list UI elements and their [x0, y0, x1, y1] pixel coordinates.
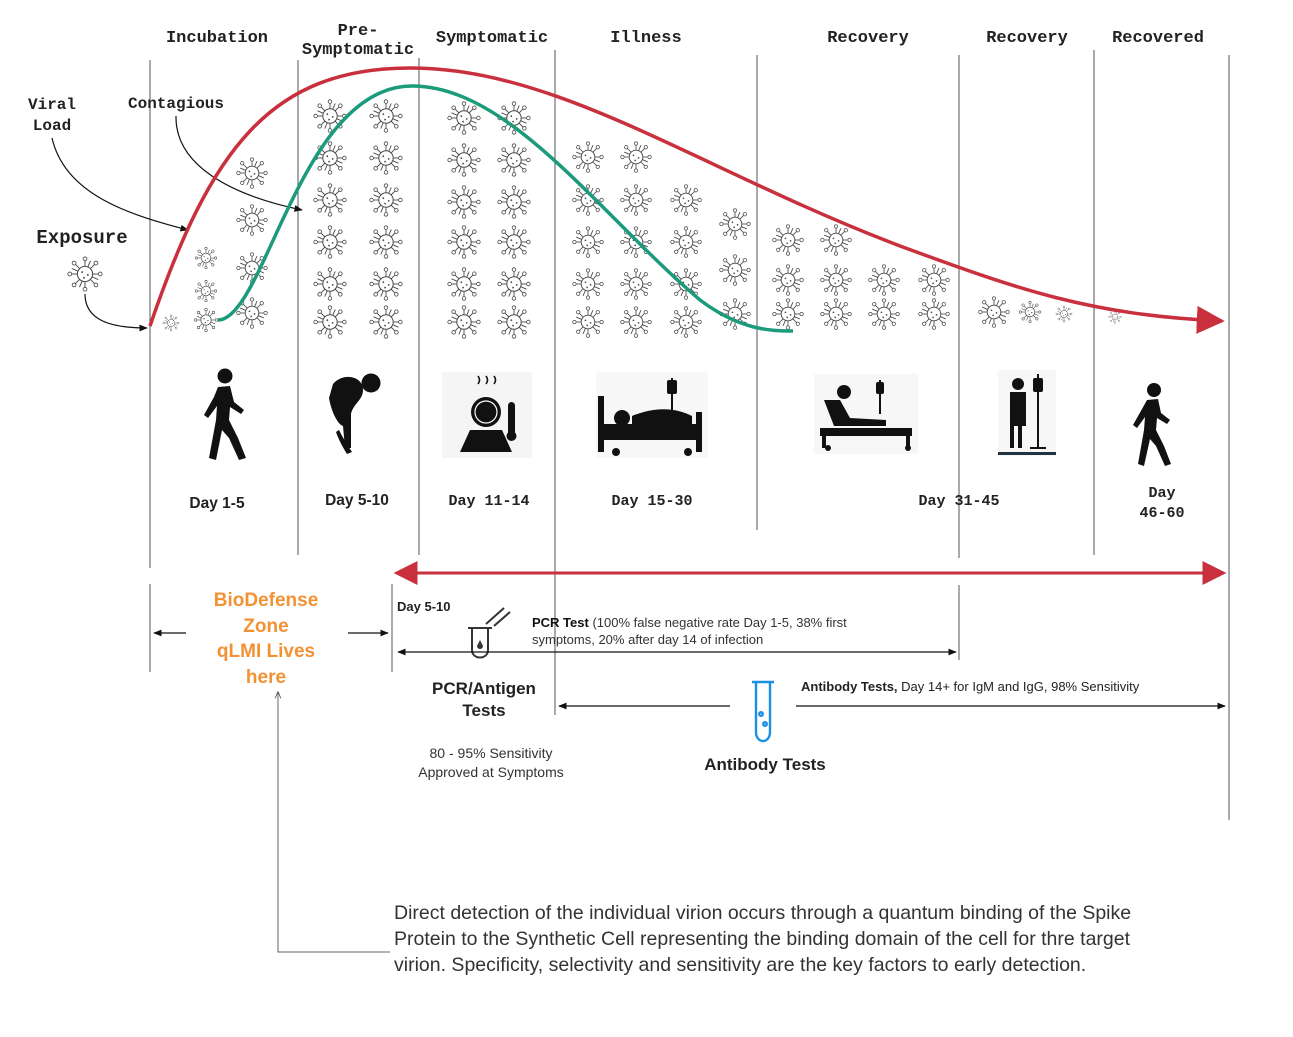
stage-label-symptomatic: Symptomatic: [435, 29, 549, 48]
antibody-note-text: Day 14+ for IgM and IgG, 98% Sensitivity: [897, 679, 1140, 694]
hunched-person-icon: [329, 374, 381, 455]
pcr-title-1: PCR/Antigen: [432, 679, 536, 698]
virion-icon: [869, 299, 900, 330]
virion-cluster: [68, 100, 1121, 338]
walking-person-icon: [204, 369, 246, 461]
antibody-note-bold: Antibody Tests,: [801, 679, 898, 694]
stage-headers: [166, 22, 1204, 60]
biodefense-line-3: qLMI Lives: [216, 641, 316, 662]
pcr-title-2: Tests: [462, 701, 506, 720]
virion-icon: [869, 265, 900, 296]
stage-label-illness: Illness: [610, 29, 682, 48]
virion-icon: [720, 209, 751, 240]
virion-icon: [163, 315, 179, 331]
virion-icon: [314, 184, 346, 216]
biodefense-line-1: BioDefense: [213, 590, 319, 611]
virion-icon: [671, 185, 702, 216]
contagious-label: Contagious: [127, 95, 225, 113]
virion-icon: [821, 265, 852, 296]
fever-patient-icon: [442, 372, 532, 458]
contagious-pointer: [176, 116, 302, 210]
virion-icon: [671, 269, 702, 300]
recovered-walking-person-icon: [1133, 383, 1171, 466]
virion-icon: [821, 225, 852, 256]
virion-icon: [573, 142, 604, 173]
day-label-5: Day 31-45: [918, 493, 1000, 510]
iv-stand-person-icon: [998, 370, 1056, 456]
virion-icon: [671, 307, 702, 338]
viral-load-label: Viral: [27, 96, 77, 114]
virion-icon: [773, 225, 804, 256]
virion-icon: [448, 306, 480, 338]
day-label-6b: 46-60: [1139, 505, 1185, 522]
viral-load-pointer: [52, 138, 188, 230]
pcr-note-text-1: (100% false negative rate Day 1-5, 38% first: [588, 615, 847, 630]
virion-icon: [773, 265, 804, 296]
virion-icon: [621, 142, 652, 173]
virion-icon: [498, 306, 530, 338]
stage-label-recovered: Recovered: [1112, 29, 1204, 48]
virion-icon: [194, 308, 217, 331]
virion-icon: [573, 307, 604, 338]
virion-icon: [979, 297, 1010, 328]
virion-icon: [314, 226, 346, 258]
biodefense-line-2: Zone: [243, 616, 289, 637]
virion-icon: [370, 142, 402, 174]
virion-icon: [773, 299, 804, 330]
virion-icon: [621, 185, 652, 216]
virion-icon: [1019, 301, 1041, 323]
virion-icon: [498, 144, 530, 176]
virion-icon: [195, 280, 217, 302]
virion-icon: [498, 226, 530, 258]
caption-connector-arrow: [278, 692, 390, 952]
pcr-sensitivity-1: 80 - 95% Sensitivity: [429, 745, 553, 761]
caption-text: Direct detection of the individual virion occurs through a quantum binding of the Spike Protein to the Synthetic Cell representing the binding domain of the cell for thre target virion. Specificity, selectivity and sensitivity are the key factors to early detection.: [394, 902, 1132, 976]
stage-label-pre-symptomatic-2: Symptomatic: [301, 41, 415, 60]
virion-icon: [671, 227, 702, 258]
swab-tube-icon: [468, 608, 510, 658]
virion-icon: [370, 306, 402, 338]
stage-label-recovery-1: Recovery: [827, 29, 909, 48]
virion-icon: [370, 226, 402, 258]
virion-icon: [919, 299, 950, 330]
virion-icon: [448, 186, 480, 218]
virion-icon: [821, 299, 852, 330]
virion-icon: [621, 269, 652, 300]
virion-icon: [720, 255, 751, 286]
biodefense-line-4: here: [245, 667, 287, 688]
pcr-note-text-2: symptoms, 20% after day 14 of infection: [532, 632, 764, 647]
day-label-1: Day 1-5: [189, 495, 245, 512]
virion-icon: [314, 100, 346, 132]
virion-icon: [370, 100, 402, 132]
virion-icon: [919, 265, 950, 296]
virion-icon: [498, 268, 530, 300]
virion-icon: [621, 307, 652, 338]
day-label-6a: Day: [1148, 485, 1176, 502]
virion-icon: [448, 102, 480, 134]
day-label-2: Day 5-10: [325, 492, 389, 509]
day-label-3: Day 11-14: [448, 493, 530, 510]
virion-icon: [237, 253, 268, 284]
virion-icon: [314, 268, 346, 300]
virion-icon: [314, 306, 346, 338]
virion-icon: [1109, 311, 1122, 324]
virion-icon: [448, 268, 480, 300]
virion-icon: [237, 205, 268, 236]
virion-icon: [573, 185, 604, 216]
virion-icon: [573, 269, 604, 300]
pcr-note-bold: PCR Test: [532, 615, 589, 630]
virion-icon: [370, 268, 402, 300]
recovering-patient-bed-icon: [814, 374, 918, 454]
virion-icon: [498, 186, 530, 218]
virion-icon: [68, 257, 102, 291]
stage-label-pre-symptomatic-1: Pre-: [337, 22, 379, 41]
pcr-start-label: Day 5-10: [397, 599, 451, 614]
hospital-bed-patient-icon: [596, 372, 708, 458]
virion-icon: [237, 158, 268, 189]
antibody-title: Antibody Tests: [704, 755, 826, 774]
day-label-4: Day 15-30: [611, 493, 693, 510]
virion-icon: [195, 247, 217, 269]
virion-icon: [314, 142, 346, 174]
svg-text:Antibody Tests, Day 14+ for Ig: [801, 679, 1140, 694]
virion-icon: [448, 226, 480, 258]
virion-icon: [573, 227, 604, 258]
virion-icon: [370, 184, 402, 216]
exposure-pointer: [85, 294, 147, 328]
test-tube-icon: [752, 682, 774, 741]
pcr-sensitivity-2: Approved at Symptoms: [418, 764, 564, 780]
svg-text:PCR Test (100% false negative: [532, 615, 847, 630]
viral-load-label-2: Load: [32, 117, 72, 135]
stage-label-recovery-2: Recovery: [986, 29, 1068, 48]
virion-icon: [448, 144, 480, 176]
stage-label-incubation: Incubation: [165, 29, 269, 48]
virion-icon: [1056, 306, 1072, 322]
exposure-label: Exposure: [36, 227, 128, 249]
